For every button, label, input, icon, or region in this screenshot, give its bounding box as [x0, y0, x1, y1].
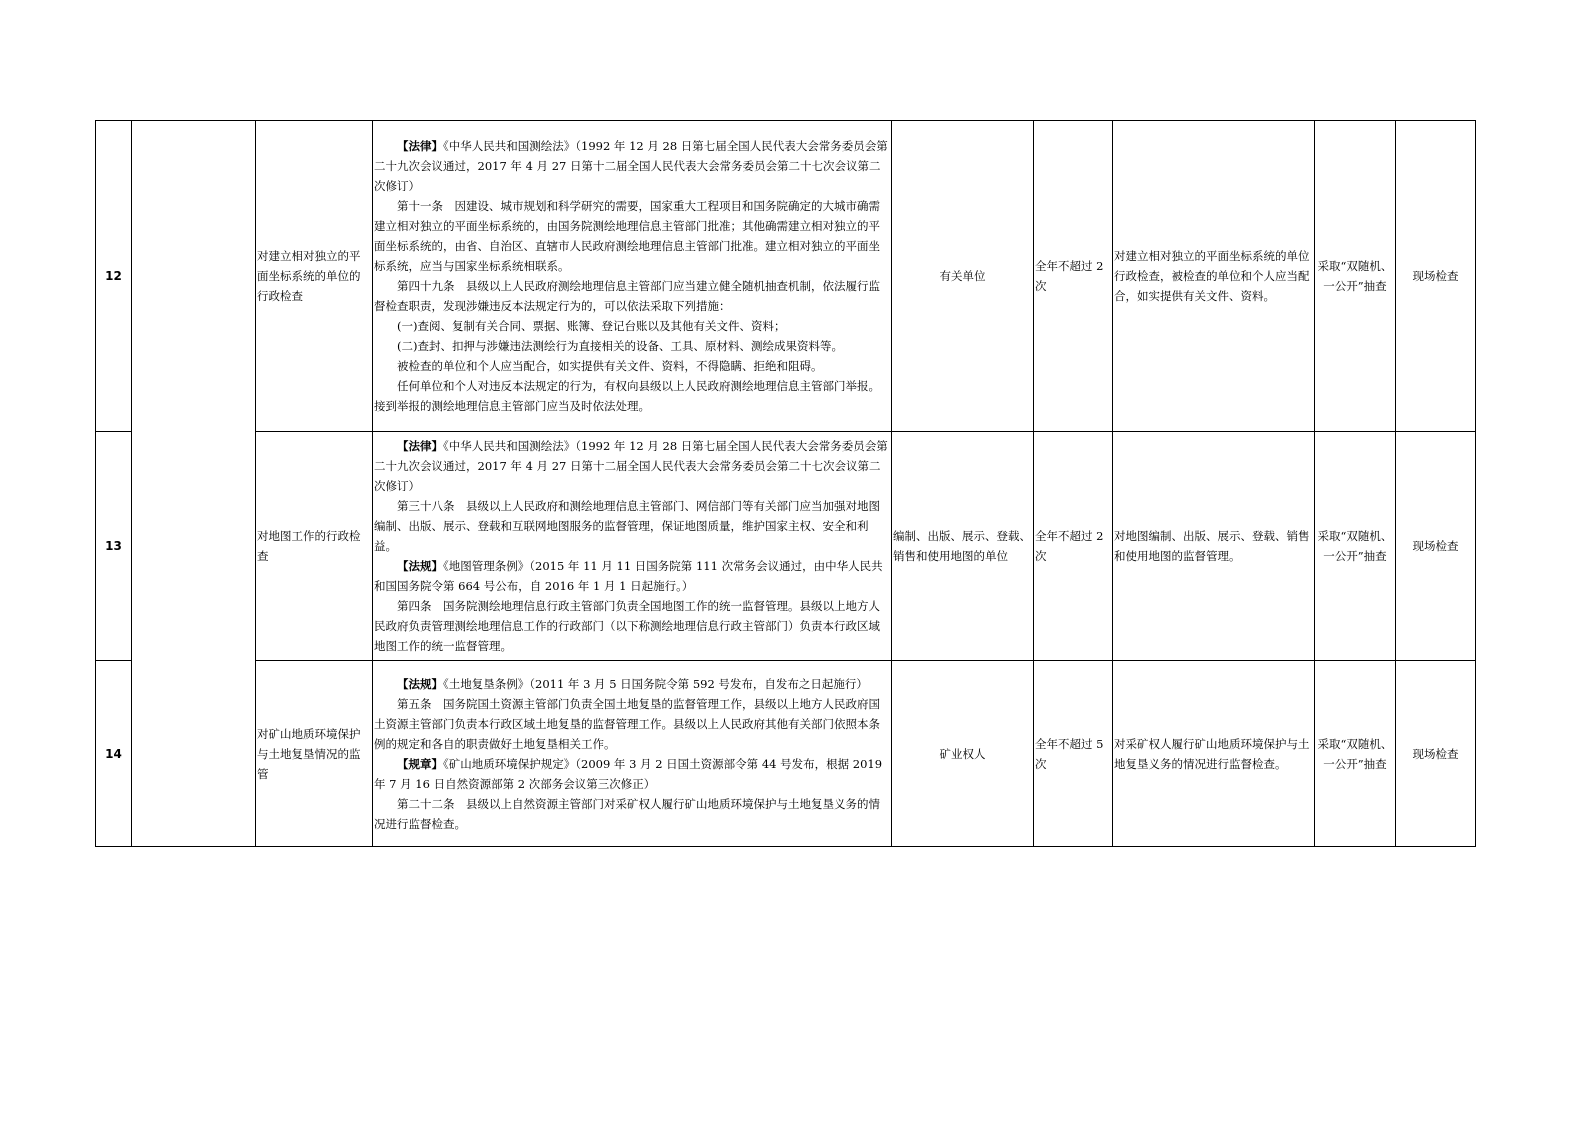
basis-paragraph — [374, 754, 890, 794]
inspection-content: 对地图编制、出版、展示、登载、销售和使用地图的监督管理。 — [1113, 432, 1315, 661]
basis-paragraph — [374, 436, 890, 496]
basis-paragraph — [374, 276, 890, 316]
basis-text: 任何单位和个人对违反本法规定的行为，有权向县级以上人民政府测绘地理信息主管部门举报。接到举报的测绘地理信息主管部门应当及时依法处理。 — [374, 379, 880, 413]
inspection-mode: 现场检查 — [1396, 121, 1476, 432]
basis-text: 第二十二条 县级以上自然资源主管部门对采矿权人履行矿山地质环境保护与土地复垦义务的情况进行监督检查。 — [374, 796, 880, 831]
table-row — [96, 661, 1476, 847]
basis-tag: 【规章】 — [397, 756, 443, 771]
inspection-frequency: 全年不超过 5 次 — [1034, 661, 1113, 847]
item-name: 对地图工作的行政检查 — [256, 432, 373, 661]
basis-paragraph — [374, 336, 890, 356]
table-row — [96, 121, 1476, 432]
inspection-method: 采取“双随机、一公开”抽查 — [1315, 432, 1396, 661]
basis-paragraph — [374, 376, 890, 416]
category-cell-empty — [132, 121, 256, 847]
legal-basis — [373, 432, 892, 661]
inspection-mode: 现场检查 — [1396, 432, 1476, 661]
row-number: 14 — [96, 661, 132, 847]
legal-basis — [373, 121, 892, 432]
item-name: 对矿山地质环境保护与土地复垦情况的监管 — [256, 661, 373, 847]
basis-paragraph — [374, 596, 890, 656]
item-name: 对建立相对独立的平面坐标系统的单位的行政检查 — [256, 121, 373, 432]
basis-text: (一)查阅、复制有关合同、票据、账簿、登记台账以及其他有关文件、资料； — [397, 319, 786, 333]
basis-text: 第四条 国务院测绘地理信息行政主管部门负责全国地图工作的统一监督管理。县级以上地方人民政府负责管理测绘地理信息工作的行政部门（以下称测绘地理信息行政主管部门）负责本行政区域地图工作的统一监督管理。 — [374, 599, 880, 653]
basis-paragraph — [374, 794, 890, 834]
basis-tag: 【法律】 — [397, 439, 443, 453]
basis-paragraph — [374, 674, 890, 694]
row-number: 12 — [96, 121, 132, 432]
basis-text: 《土地复垦条例》（2011 年 3 月 5 日国务院令第 592 号发布，自发布之日起施行） — [443, 676, 868, 691]
basis-text: 被检查的单位和个人应当配合，如实提供有关文件、资料，不得隐瞒、拒绝和阻碍。 — [397, 359, 823, 373]
basis-tag: 【法律】 — [397, 139, 443, 153]
inspection-target: 编制、出版、展示、登载、销售和使用地图的单位 — [892, 432, 1034, 661]
basis-paragraph — [374, 356, 890, 376]
inspection-method: 采取“双随机、一公开”抽查 — [1315, 121, 1396, 432]
basis-text: (二)查封、扣押与涉嫌违法测绘行为直接相关的设备、工具、原材料、测绘成果资料等。 — [397, 339, 843, 353]
basis-text: 《中华人民共和国测绘法》（1992 年 12 月 28 日第七届全国人民代表大会常务委员会第二十九次会议通过，2017 年 4 月 27 日第十二届全国人民代表大会常务委员会第二十七次会议第二次修订） — [374, 439, 888, 493]
basis-tag: 【法规】 — [397, 559, 443, 573]
basis-paragraph — [374, 496, 890, 556]
basis-text: 第三十八条 县级以上人民政府和测绘地理信息主管部门、网信部门等有关部门应当加强对地图编制、出版、展示、登载和互联网地图服务的监督管理，保证地图质量，维护国家主权、安全和利益。 — [374, 499, 880, 553]
basis-text: 第四十九条 县级以上人民政府测绘地理信息主管部门应当建立健全随机抽查机制，依法履行监督检查职责，发现涉嫌违反本法规定行为的，可以依法采取下列措施： — [374, 279, 880, 313]
inspection-target: 有关单位 — [892, 121, 1034, 432]
basis-paragraph — [374, 196, 890, 276]
basis-text: 第五条 国务院国土资源主管部门负责全国土地复垦的监督管理工作，县级以上地方人民政府国土资源主管部门负责本行政区域土地复垦的监督管理工作。县级以上人民政府其他有关部门依照本条例的规定和各自的职责做好土地复垦相关工作。 — [374, 696, 880, 751]
basis-text: 第十一条 因建设、城市规划和科学研究的需要，国家重大工程项目和国务院确定的大城市确需建立相对独立的平面坐标系统的，由国务院测绘地理信息主管部门批准；其他确需建立相对独立的平面坐标系统的，由省、自治区、直辖市人民政府测绘地理信息主管部门批准。建立相对独立的平面坐标系统，应当与国家坐标系统相联系。 — [374, 199, 880, 273]
basis-paragraph — [374, 694, 890, 754]
inspection-table — [95, 120, 1476, 847]
inspection-frequency: 全年不超过 2 次 — [1034, 121, 1113, 432]
row-number: 13 — [96, 432, 132, 661]
basis-text: 《矿山地质环境保护规定》（2009 年 3 月 2 日国土资源部令第 44 号发布，根据 2019 年 7 月 16 日自然资源部第 2 次部务会议第三次修正） — [374, 756, 883, 791]
inspection-mode: 现场检查 — [1396, 661, 1476, 847]
basis-text: 《地图管理条例》（2015 年 11 月 11 日国务院第 111 次常务会议通过，由中华人民共和国国务院令第 664 号公布，自 2016 年 1 月 1 日起施行。） — [374, 559, 883, 593]
inspection-frequency: 全年不超过 2 次 — [1034, 432, 1113, 661]
basis-paragraph — [374, 136, 890, 196]
basis-paragraph — [374, 556, 890, 596]
basis-tag: 【法规】 — [397, 676, 443, 691]
inspection-method: 采取“双随机、一公开”抽查 — [1315, 661, 1396, 847]
table-row — [96, 432, 1476, 661]
inspection-content: 对建立相对独立的平面坐标系统的单位行政检查，被检查的单位和个人应当配合，如实提供有关文件、资料。 — [1113, 121, 1315, 432]
basis-paragraph — [374, 316, 890, 336]
inspection-target: 矿业权人 — [892, 661, 1034, 847]
legal-basis — [373, 661, 892, 847]
basis-text: 《中华人民共和国测绘法》（1992 年 12 月 28 日第七届全国人民代表大会常务委员会第二十九次会议通过，2017 年 4 月 27 日第十二届全国人民代表大会常务委员会第二十七次会议第二次修订） — [374, 139, 888, 193]
inspection-content: 对采矿权人履行矿山地质环境保护与土地复垦义务的情况进行监督检查。 — [1113, 661, 1315, 847]
